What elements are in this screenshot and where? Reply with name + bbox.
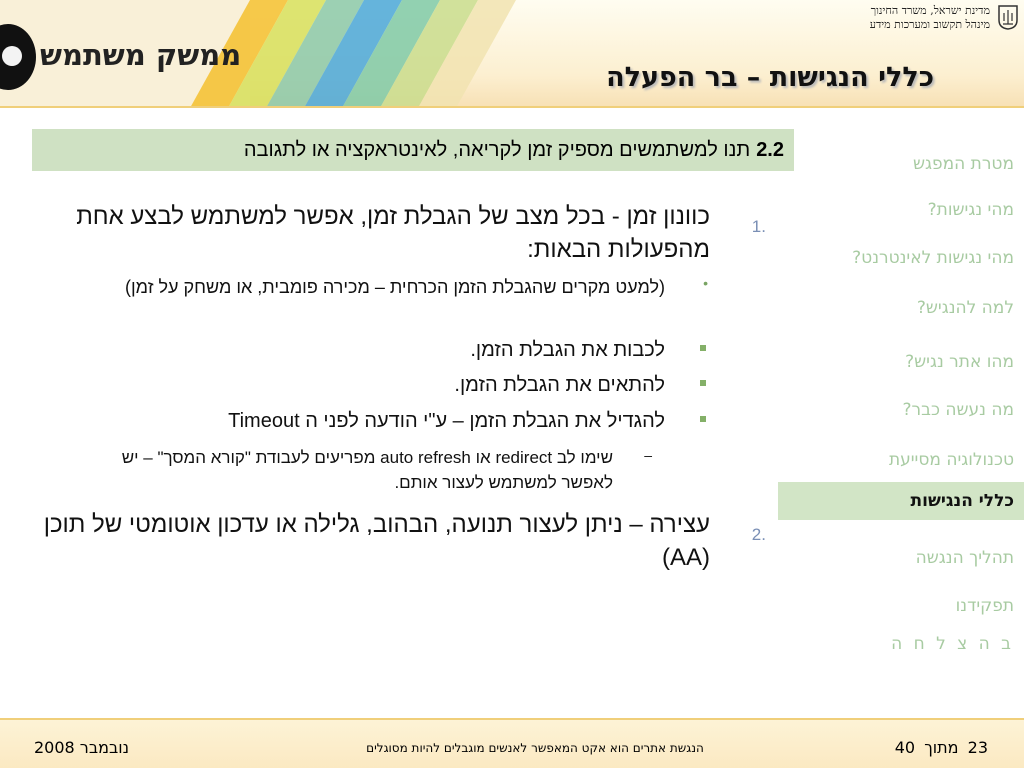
- ministry-label: [870, 4, 990, 32]
- list-item-text: (למעט מקרים שהגבלת הזמן הכרחית – מכירה פומבית, או משחק על זמן): [125, 277, 665, 297]
- sidebar-item-alphabet[interactable]: ב ה צ ל ח ה: [891, 634, 1014, 654]
- square-bullet-icon: [700, 345, 706, 351]
- list-item-text: להגדיל את הגבלת הזמן – ע"י הודעה לפני ה Timeout: [228, 410, 665, 432]
- slide-counter: [893, 738, 990, 757]
- header-banner: [0, 0, 1024, 108]
- main-content: [40, 190, 770, 600]
- square-bullet-icon: [700, 380, 706, 386]
- list-number: .2: [751, 525, 766, 544]
- sidebar-item-what-is-accessibility[interactable]: מהי נגישות?: [927, 200, 1014, 220]
- section-heading: [32, 129, 794, 171]
- page-current: 23: [967, 738, 988, 757]
- sidebar-item-web-accessibility[interactable]: מהי נגישות לאינטרנט?: [852, 248, 1014, 268]
- sidebar-item-done-so-far[interactable]: מה נעשה כבר?: [902, 400, 1014, 420]
- sidebar-nav: [778, 140, 1024, 660]
- state-emblem-icon: [997, 4, 1019, 30]
- sidebar-item-accessible-site[interactable]: מהו אתר נגיש?: [905, 352, 1014, 372]
- sidebar-item-assistive-tech[interactable]: טכנולוגיה מסייעת: [888, 450, 1014, 470]
- footer-date: נובמבר 2008: [34, 738, 129, 757]
- square-bullet-icon: [700, 416, 706, 422]
- section-number: 2.2: [756, 138, 784, 161]
- ministry-line-1: מדינת ישראל, משרד החינוך: [870, 4, 990, 17]
- list-item-text: שימו לב redirect או auto refresh מפריעים לעבודת "קורא המסך" – יש לאפשר למשתמש לעצור אותם.: [121, 448, 613, 492]
- page-title: כללי הנגישות – בר הפעלה: [606, 62, 934, 93]
- header-divider: [0, 106, 1024, 108]
- sidebar-item-accessibility-rules[interactable]: כללי הנגישות: [778, 482, 1024, 520]
- sidebar-item-why-accessible[interactable]: למה להנגיש?: [916, 298, 1014, 318]
- footer-note: הנגשת אתרים הוא אקט המאפשר לאנשים מוגבלים להיות מסוגלים: [366, 741, 704, 755]
- list-number: .1: [751, 217, 766, 236]
- sidebar-item-our-role[interactable]: תפקידנו: [955, 596, 1014, 616]
- ministry-line-2: מינהל תקשוב ומערכות מידע: [869, 18, 990, 31]
- page-total: 40: [894, 738, 916, 757]
- list-item-text: לכבות את הגבלת הזמן.: [470, 339, 665, 361]
- dash-bullet-icon: –: [644, 447, 652, 463]
- bullet-icon: •: [703, 275, 708, 291]
- logo-text: ממשק משתמש: [40, 38, 242, 72]
- section-title: תנו למשתמשים מספיק זמן לקריאה, לאינטראקציה או לתגובה: [243, 138, 751, 161]
- sidebar-item-process[interactable]: תהליך הנגשה: [915, 548, 1014, 568]
- page-of-label: מתוך: [924, 738, 959, 757]
- sidebar-item-meeting-goal[interactable]: מטרת המפגש: [912, 154, 1014, 174]
- list-item-text: להתאים את הגבלת הזמן.: [454, 374, 665, 396]
- list-item-text: כוונון זמן - בכל מצב של הגבלת זמן, אפשר למשתמש לבצע אחת מהפעולות הבאות:: [76, 203, 710, 263]
- list-item-text: עצירה – ניתן לעצור תנועה, הבהוב, גלילה או עדכון אוטומטי של תוכן (AA): [43, 511, 710, 571]
- footer-bar: [0, 720, 1024, 768]
